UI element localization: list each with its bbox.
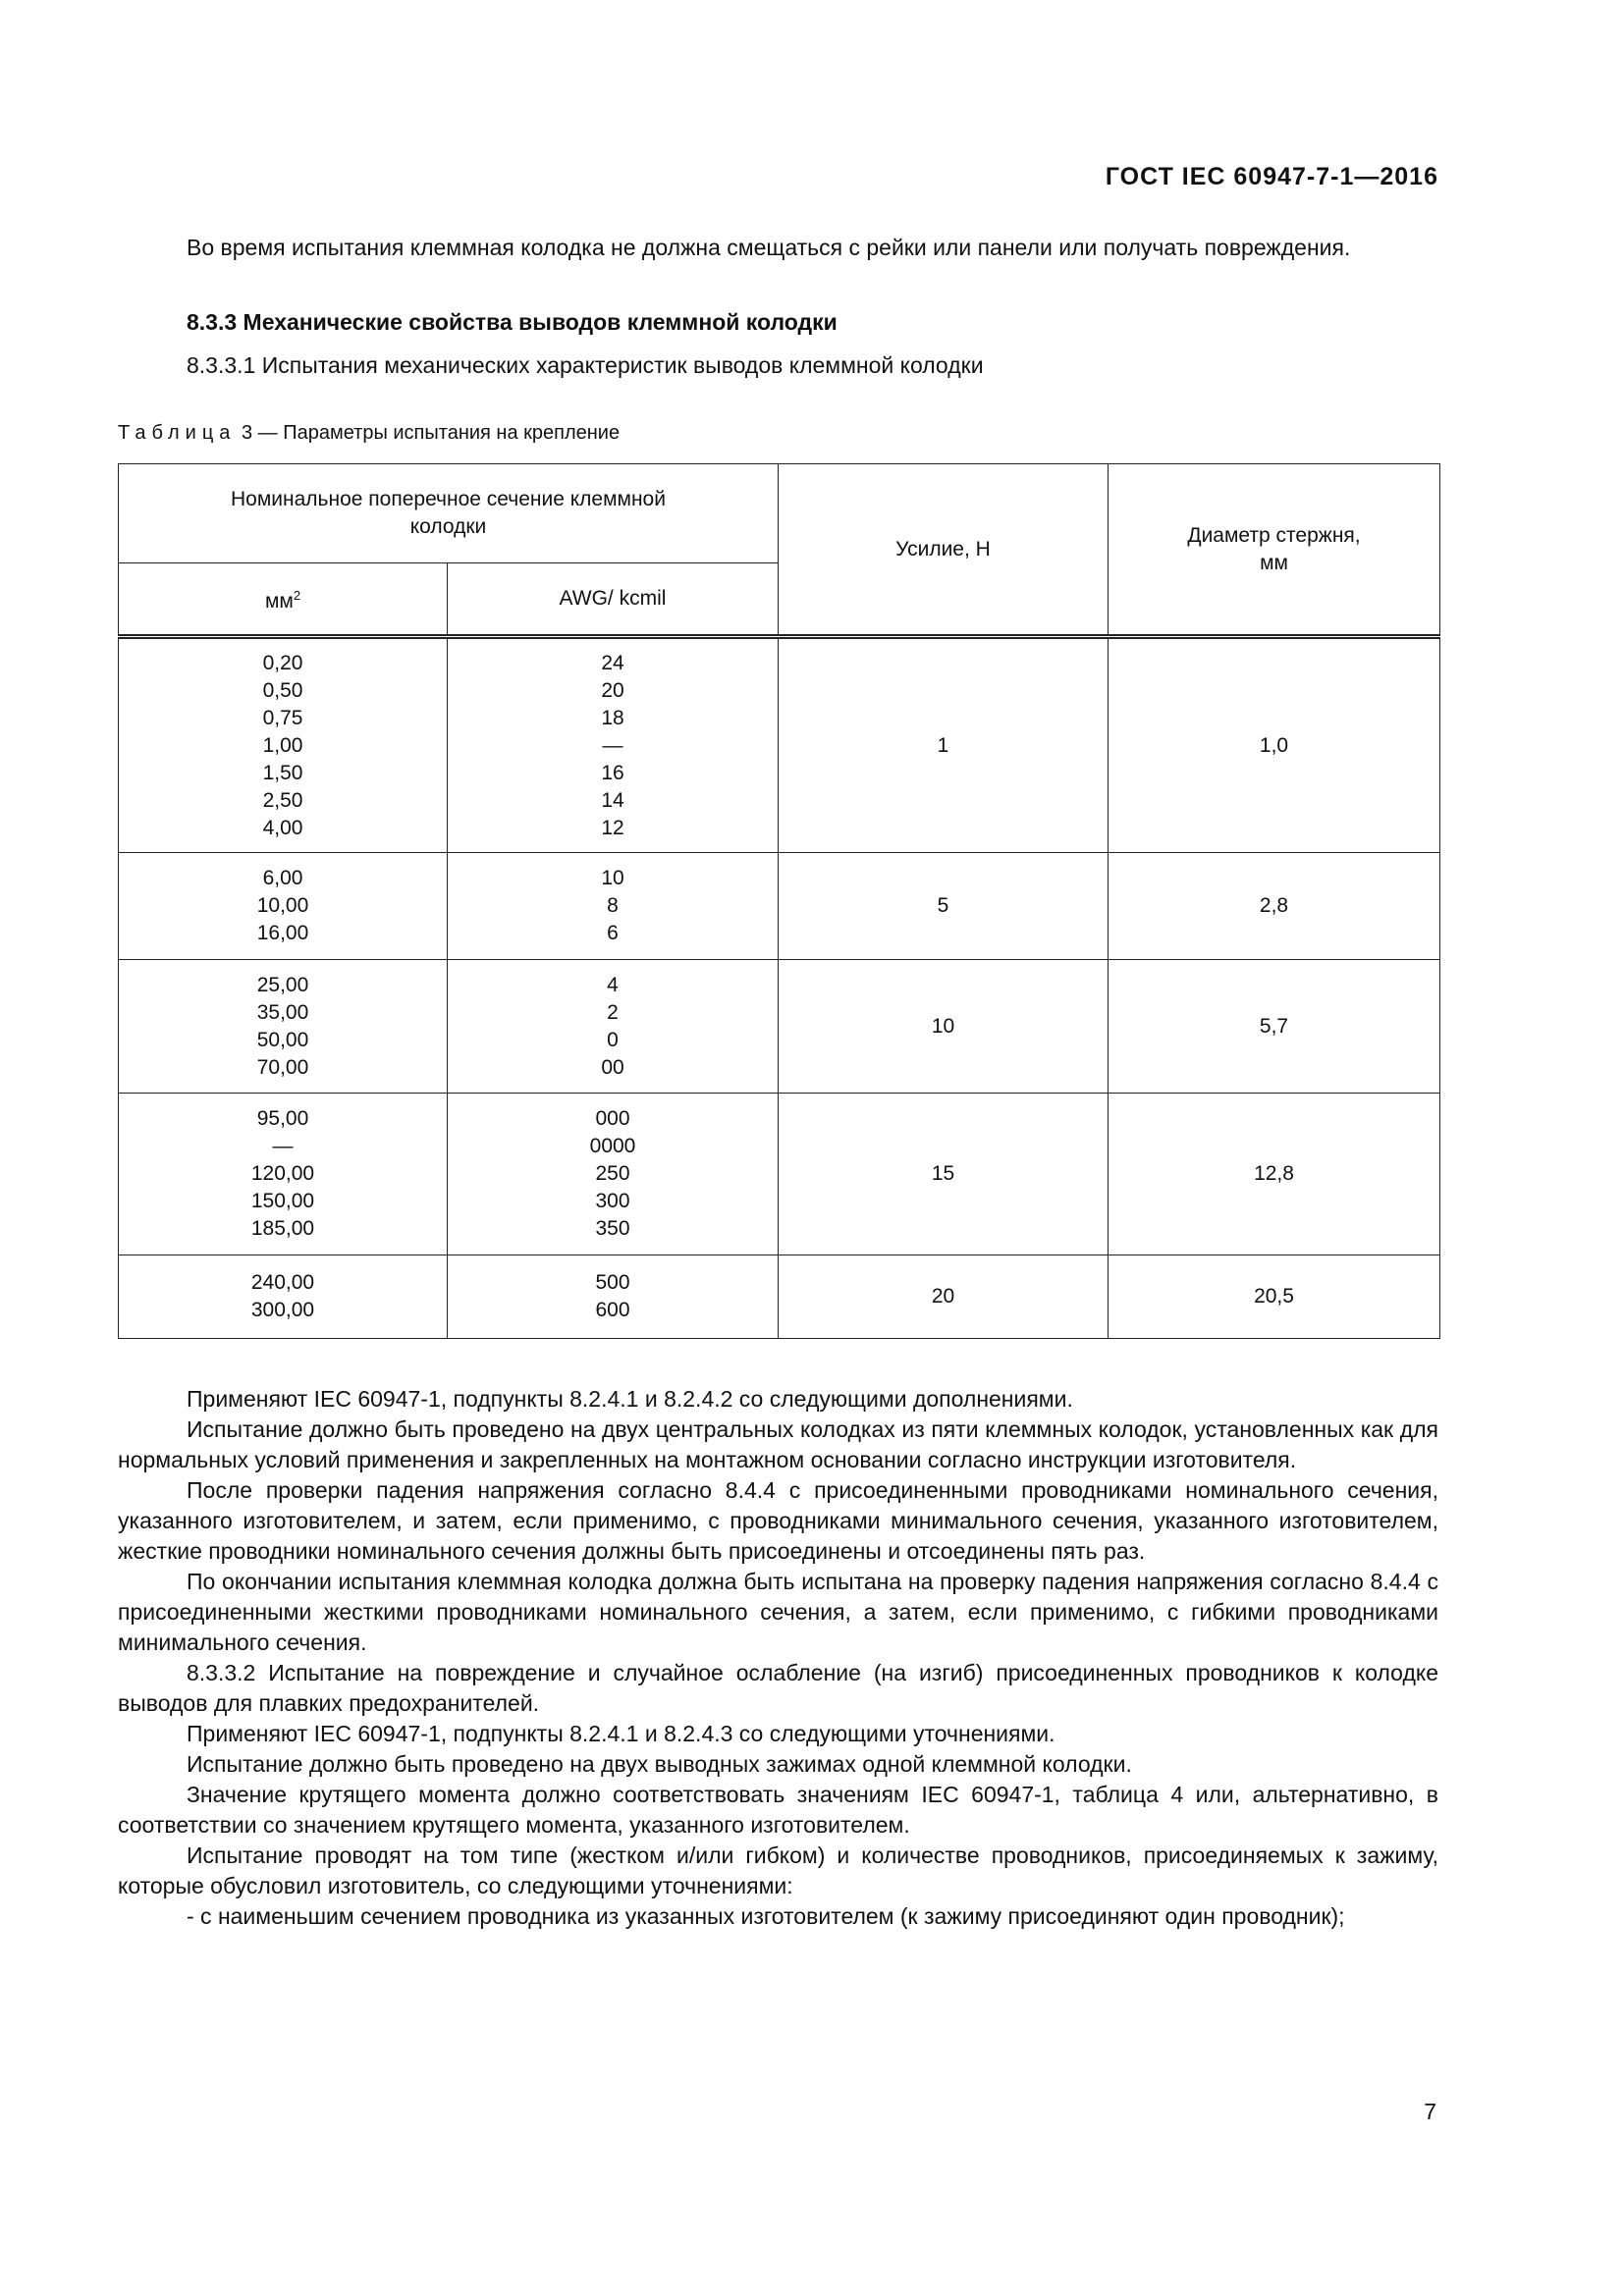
header-awg-kcmil: AWG/ kcmil <box>448 563 779 637</box>
cell-rod-diameter: 2,8 <box>1109 853 1440 960</box>
body-paragraph: 8.3.3.2 Испытание на повреждение и случайное ослабление (на изгиб) присоединенных проводников к колодке выводов для плавких предохранителей. <box>118 1660 1438 1716</box>
body-paragraph: После проверки падения напряжения согласно 8.4.4 с присоединенными проводниками номинального сечения, указанного изготовителем, и затем, если применимо, с проводниками минимального сечения, указанного изготовителем, жесткие проводники номинального сечения должны быть присоединены и отсоединены пять раз. <box>118 1477 1438 1564</box>
body-paragraph: Применяют IEC 60947-1, подпункты 8.2.4.1 и 8.2.4.2 со следующими дополнениями. <box>187 1386 1073 1412</box>
cell-cross-section-mm2: 6,00 10,00 16,00 <box>119 853 448 960</box>
cell-force: 10 <box>779 960 1109 1094</box>
table-caption-prefix: Таблица <box>118 422 237 444</box>
cell-cross-section-mm2: 240,00 300,00 <box>119 1255 448 1339</box>
cell-force: 20 <box>779 1255 1109 1339</box>
document-code-header: ГОСТ IEC 60947-7-1—2016 <box>1105 163 1438 190</box>
cell-rod-diameter: 5,7 <box>1109 960 1440 1094</box>
body-paragraph: - с наименьшим сечением проводника из указанных изготовителем (к зажиму присоединяют один проводник); <box>187 1903 1345 1929</box>
header-rod-diameter: Диаметр стержня, мм <box>1109 464 1440 637</box>
cell-cross-section-mm2: 25,00 35,00 50,00 70,00 <box>119 960 448 1094</box>
cell-awg-kcmil: 24 20 18 — 16 14 12 <box>448 637 779 853</box>
section-heading: 8.3.3 Механические свойства выводов клеммной колодки <box>187 309 838 335</box>
header-mm2: $мм^2$ <box>119 563 448 637</box>
table-row <box>119 853 1440 960</box>
cell-rod-diameter: 12,8 <box>1109 1094 1440 1255</box>
body-paragraph: По окончании испытания клеммная колодка должна быть испытана на проверку падения напряжения согласно 8.4.4 с присоединенными жесткими проводниками номинального сечения, а затем, если применимо, с гибкими проводниками минимального сечения. <box>118 1569 1438 1655</box>
page-number: 7 <box>1424 2099 1436 2124</box>
body-paragraph: Значение крутящего момента должно соответствовать значениям IEC 60947-1, таблица 4 или, альтернативно, в соответствии со значением крутящего момента, указанного изготовителем. <box>118 1782 1438 1838</box>
header-force: Усилие, Н <box>779 464 1109 637</box>
body-text <box>118 1384 1438 1932</box>
cell-rod-diameter: 20,5 <box>1109 1255 1440 1339</box>
table-row <box>119 637 1440 853</box>
cell-force: 5 <box>779 853 1109 960</box>
body-paragraph: Испытание проводят на том типе (жестком и/или гибком) и количестве проводников, присоединяемых к зажиму, которые обусловил изготовитель, со следующими уточнениями: <box>118 1842 1438 1898</box>
table-caption <box>118 422 620 445</box>
body-paragraph: Применяют IEC 60947-1, подпункты 8.2.4.1 и 8.2.4.3 со следующими уточнениями. <box>187 1721 1055 1746</box>
intro-paragraph: Во время испытания клеммная колодка не должна смещаться с рейки или панели или получать повреждения. <box>187 235 1351 260</box>
cell-awg-kcmil: 500 600 <box>448 1255 779 1339</box>
body-paragraph: Испытание должно быть проведено на двух выводных зажимах одной клеммной колодки. <box>187 1751 1132 1777</box>
table-caption-title: 3 — Параметры испытания на крепление <box>236 422 621 444</box>
cell-awg-kcmil: 000 0000 250 300 350 <box>448 1094 779 1255</box>
cell-force: 1 <box>779 637 1109 853</box>
table-row <box>119 960 1440 1094</box>
cell-cross-section-mm2: 0,20 0,50 0,75 1,00 1,50 2,50 4,00 <box>119 637 448 853</box>
cell-rod-diameter: 1,0 <box>1109 637 1440 853</box>
table-row <box>119 1255 1440 1339</box>
table-row <box>119 1094 1440 1255</box>
header-nominal-cross-section: Номинальное поперечное сечение клеммной колодки <box>119 464 779 563</box>
cell-force: 15 <box>779 1094 1109 1255</box>
cell-awg-kcmil: 4 2 0 00 <box>448 960 779 1094</box>
subsection-title: 8.3.3.1 Испытания механических характеристик выводов клеммной колодки <box>187 352 984 378</box>
test-parameters-table <box>118 463 1440 1339</box>
cell-cross-section-mm2: 95,00 — 120,00 150,00 185,00 <box>119 1094 448 1255</box>
cell-awg-kcmil: 10 8 6 <box>448 853 779 960</box>
body-paragraph: Испытание должно быть проведено на двух центральных колодках из пяти клеммных колодок, установленных как для нормальных условий применения и закрепленных на монтажном основании согласно инструкции изготовителя. <box>118 1416 1438 1472</box>
